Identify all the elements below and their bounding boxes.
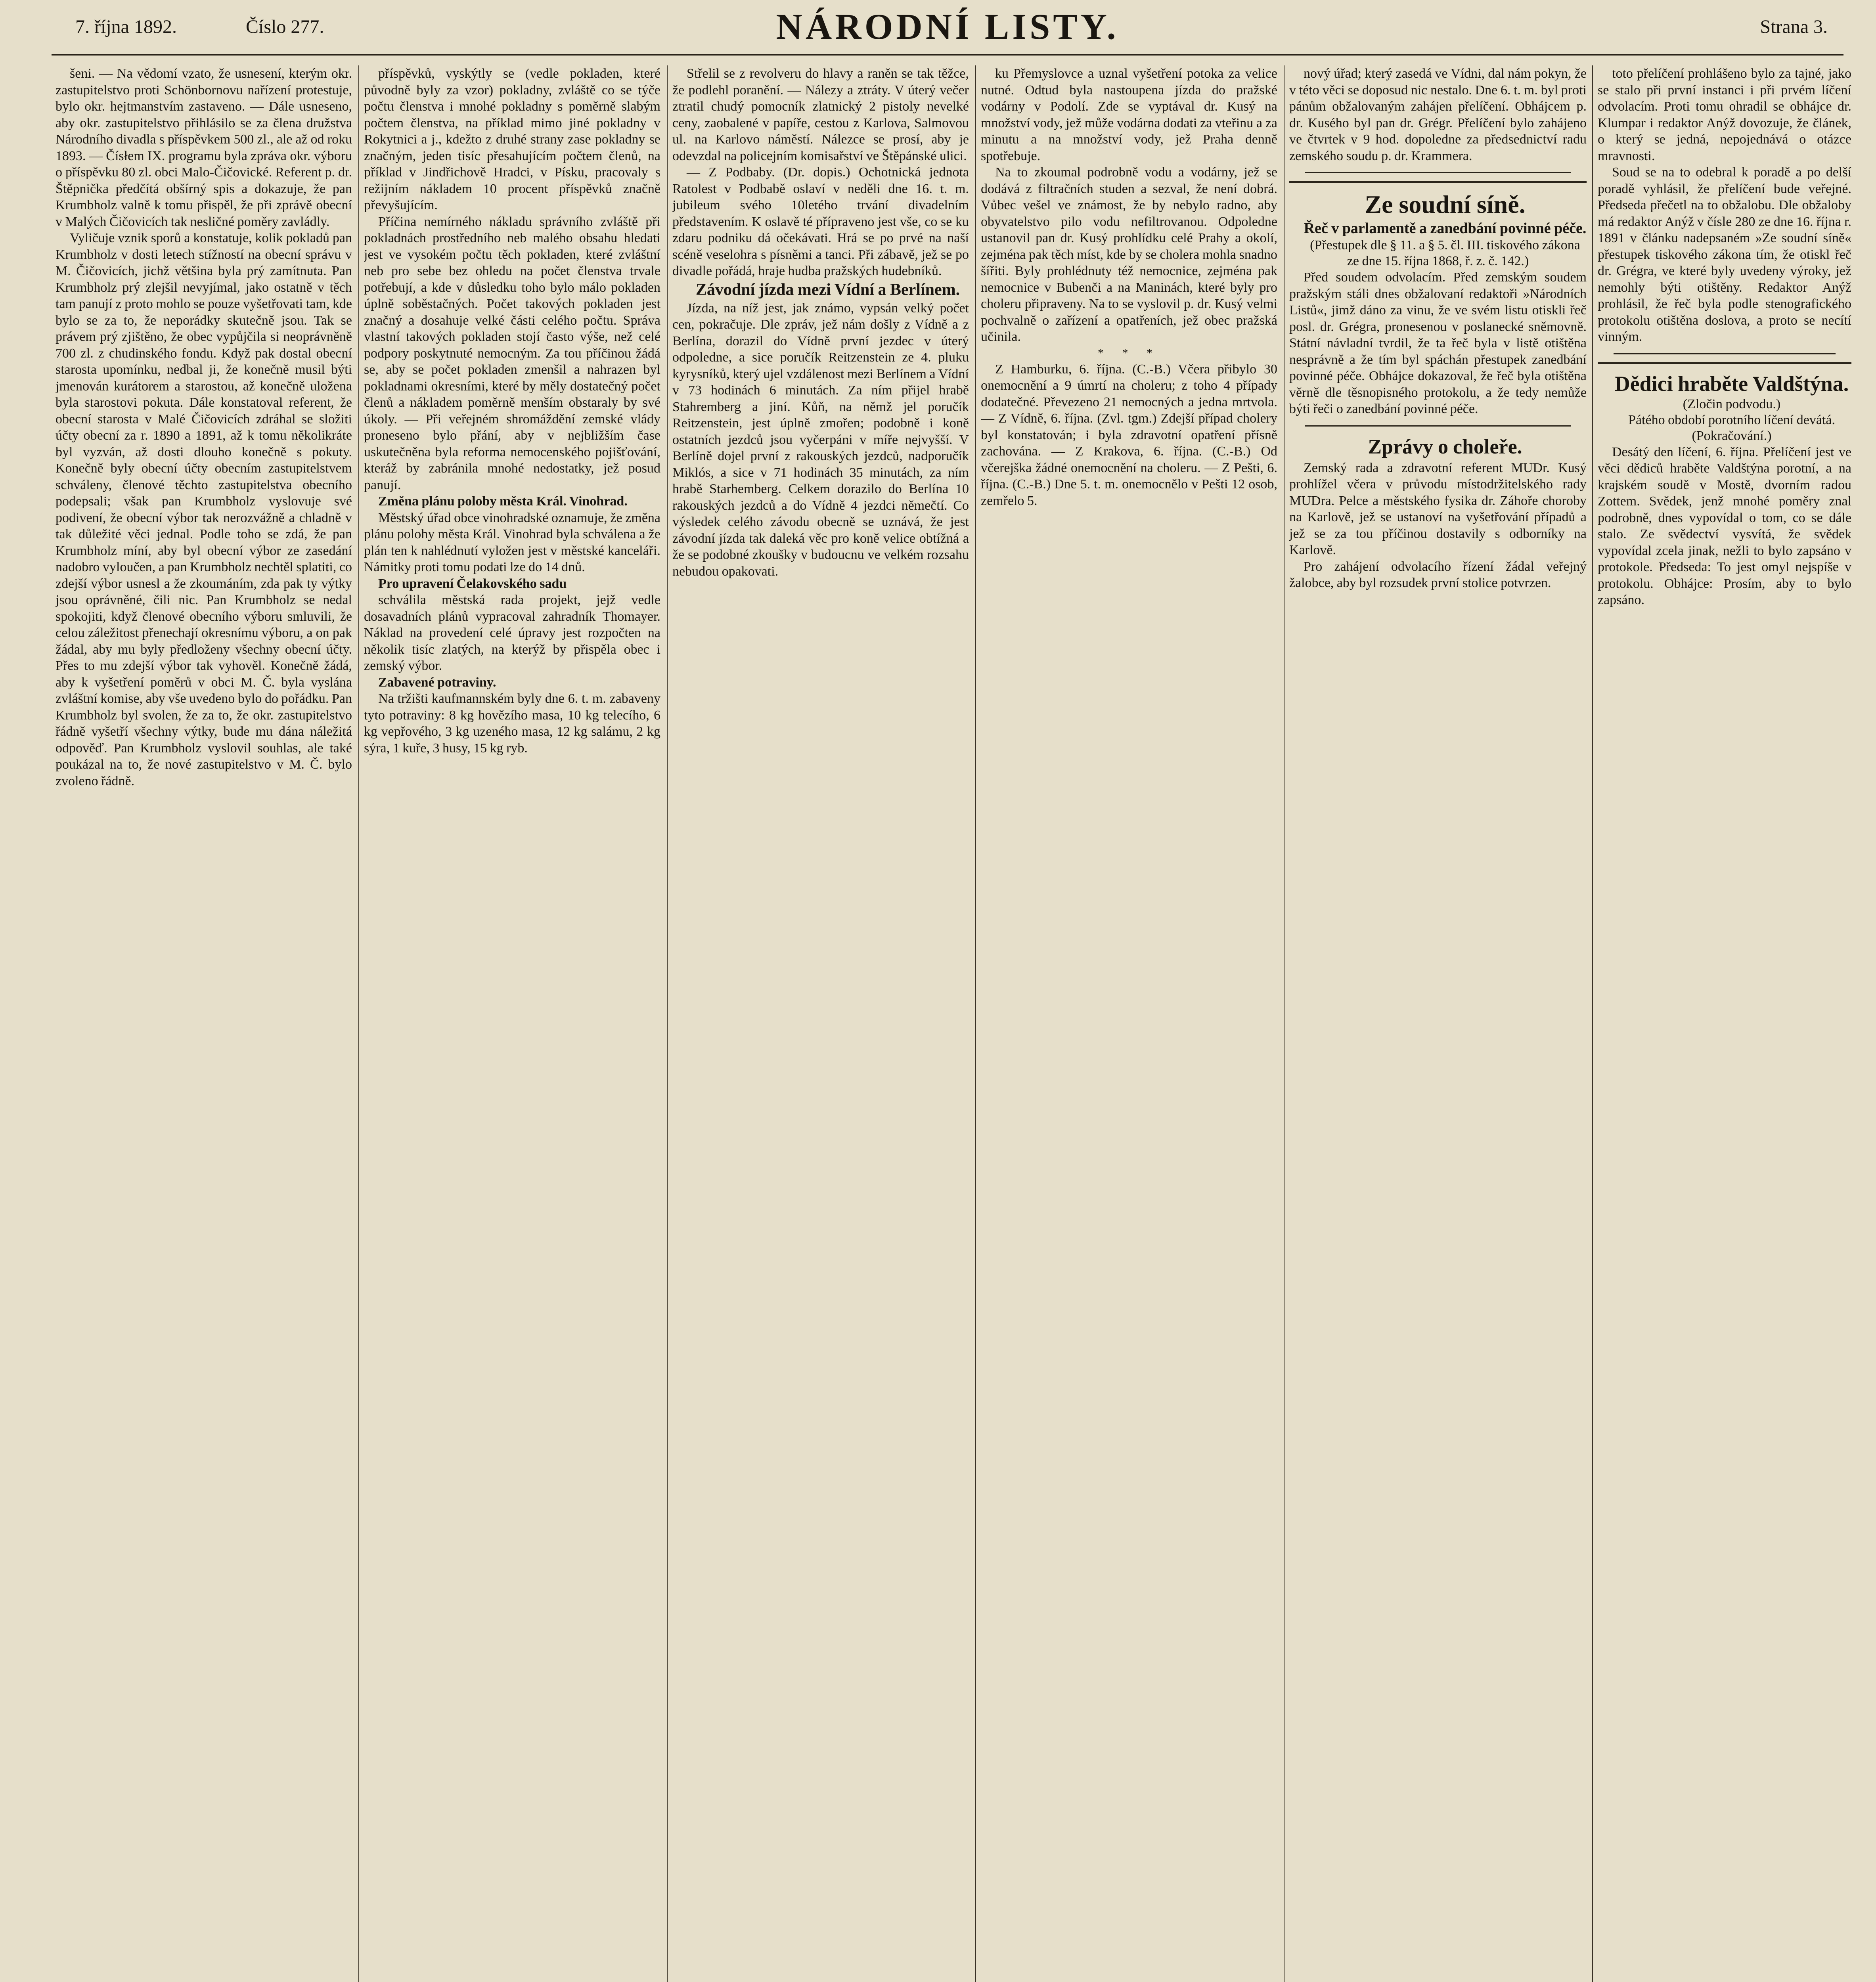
section-heading: Dědici hraběte Valdštýna.: [1598, 362, 1851, 396]
column-5: [1289, 65, 1587, 1982]
article-paragraph: Z Hamburku, 6. října. (C.-B.) Včera přibylo 30 onemocnění a 9 úmrtí na choleru; z toho 4 případy dodatečné. Převezeno 21 nemocných a jedna mrtvola. — Z Vídně, 6. října. (Zvl. tgm.) Zdejší případ cholery byl konstatován; i byla zdravotní opatření přísně zachována. — Z Krakova, 6. října. (C.-B.) Od včerejška žádné onemocnění na choleru. — Z Pešti, 6. října. (C.-B.) Dne 5. t. m. onemocnělo v Pešti 12 osob, zemřelo 5.: [981, 362, 1277, 508]
article-paragraph: Před soudem odvolacím. Před zemským soudem pražským stáli dnes obžalovaní redaktoři »Národních Listů«, jimž dáno za vinu, že ve svém listu otiskli řeč posl. dr. Grégra, pronesenou v poslanecké sněmovně. Státní návladní tvrdil, že ta řeč byla v listě otištěna nesprávně a že tím byl spáchán přestupek zanedbání povinné péče. Obhájce dokazoval, že řeč byla otištěna věrně dle těsnopisného protokolu, a že tedy nemůže býti řeči o zanedbání povinné péče.: [1289, 270, 1587, 416]
masthead: [52, 0, 1843, 56]
section-subheading: (Pokračování.): [1692, 428, 1772, 443]
article-paragraph: ku Přemyslovce a uznal vyšetření potoka za velice nutné. Odtud byla nastoupena jízda do pražské vodárny v Podolí. Zde se vyptával dr. Kusý na množství vody, jež může vodárna dodati za vteřinu a za minutu a na množství vody, jež Praha denně spotřebuje.: [981, 66, 1277, 163]
section-heading: [364, 576, 660, 592]
section-heading: Zprávy o choleře.: [1368, 435, 1522, 458]
section-divider: * * *: [1098, 346, 1160, 360]
section-subheading: (Zločin podvodu.): [1683, 396, 1781, 411]
column-4: [981, 65, 1277, 1982]
section-heading-text: Změna plánu poloby města Král. Vinohrad.: [378, 494, 628, 509]
section-heading: Závodní jízda mezi Vídní a Berlínem.: [695, 280, 960, 299]
section-heading: [364, 493, 660, 510]
section-heading: [364, 674, 660, 691]
article-paragraph: Desátý den líčení, 6. října. Přelíčení jest ve věci dědiců hraběte Valdštýna porotní, a na krajském soudě v Mostě, dvorním radou Zottem. Svědek, jenž mnohé poměry znal podrobně, dnes vypovídal o tom, co se dále stalo. Ze svědectví vysvítá, že svědek vypovídal zcela jinak, nežli to bylo zapsáno v protokole. Předseda: To jest omyl nejspíše v protokolu. Obhájce: Prosím, aby to bylo zapsáno.: [1598, 444, 1851, 607]
column-1: [56, 65, 352, 1982]
article-paragraph: šeni. — Na vědomí vzato, že usnesení, kterým okr. zastupitelstvo proti Schönbornovu nařízení protestuje, bylo okr. hejtmanstvím zastaveno. — Dále usneseno, aby okr. zastupitelstvo přihlásilo se za člena družstva Národního divadla s příspěvkem 500 zl., ale až od roku 1893. — Čísłem IX. programu byla zpráva okr. výboru o příspěvku 80 zl. obci Malo-Čičovické. Referent p. dr. Štěpnička předčítá obšírný spis a dokazuje, že pan Krumbholz valně k tomu přispěl, že při zprávě obecní v Malých Čičovicích tak nesličné poměry zavládly.: [56, 66, 352, 229]
issue-number: Číslo 277.: [246, 16, 324, 37]
article-paragraph: Soud se na to odebral k poradě a po delší poradě vyhlásil, že přelíčení bude veřejné. Předseda přečetl na to obžalobu. Dle obžaloby má redaktor Anýž v čísle 280 ze dne 16. října r. 1891 v článku nadepsaném »Ze soudní síně« přestupek tiskového zákona tím, že otiskl řeč dr. Grégra, ve které byly uvedeny výroky, jež nemohly býti otištěny. Redaktor Anýž prohlásil, že řeč byla podle stenografického protokolu otištěna doslova, a proto se necítí vinným.: [1598, 165, 1851, 344]
article-paragraph: Městský úřad obce vinohradské oznamuje, že změna plánu polohy města Král. Vinohrad byla schválena a že plán ten k nahlédnutí vyložen jest v městské kanceláři. Námitky proti tomu podati lze do 14 dnů.: [364, 510, 660, 574]
column-rule: [358, 65, 359, 1982]
article-paragraph: Pro zahájení odvolacího řízení žádal veřejný žalobce, aby byl rozsudek první stolice potvrzen.: [1289, 559, 1587, 590]
article-paragraph: toto přelíčení prohlášeno bylo za tajné, jako se stalo při první instanci i při prvém líčení odvolacím. Proti tomu ohradil se obhájce dr. Klumpar i redaktor Anýž dovozuje, že článek, o který se jedná, nepojednává o otázce mravnosti.: [1598, 66, 1851, 163]
article-paragraph: — Z Podbaby. (Dr. dopis.) Ochotnická jednota Ratolest v Podbabě oslaví v neděli dne 16. t. m. jubileum svého 10letého trvání divadelním představením. K oslavě té přípraveno jest vše, co se ku zdaru podniku dá očekávati. Hrá se po prvé na naší scéně veselohra s písněmi a tanci. Při zábavě, jež se po divadle pořádá, hraje hudba pražských hudebníků.: [672, 165, 969, 278]
section-heading-text: Pro upravení Čelakovského sadu: [378, 576, 567, 591]
issue-date: 7. října 1892.: [75, 16, 177, 37]
section-rule: [1614, 353, 1836, 354]
column-rule: [1592, 65, 1593, 1982]
article-paragraph: Zemský rada a zdravotní referent MUDr. Kusý prohlížel včera v průvodu místodržitelského rady MUDra. Pelce a městského fysika dr. Záhoře choroby na Karlově, jež se ustanoví na vyšetřování případů a jež se za tou příčinou dostavily s odborníky na Karlově.: [1289, 460, 1587, 557]
article-paragraph: příspěvků, vyskýtly se (vedle pokladen, které původně byly za vzor) pokladny, zvláště co se týče počtu členstva i mnohé pokladny s poměrně slabým počtem členstva, na příklad mimo jiné pokladny v Rokytnici a j., kdežto z druhé strany zase pokladny se značným, jeden tisíc přesahujícím počtem členů, na příklad v Jindřichově Hradci, v Písku, pracovaly s režijním nákladem 10 procent příspěvků značně převyšujícím.: [364, 66, 660, 212]
column-rule: [667, 65, 668, 1982]
article-paragraph: nový úřad; který zasedá ve Vídni, dal nám pokyn, že v této věci se doposud nic nestalo. Dne 6. t. m. byl proti pánům obžalovaným zahájen přelíčení. Obhájcem p. dr. Kusého byl pan dr. Grégr. Přelíčení bylo zahájeno ve čtvrtek v 9 hod. dopoledne za předsednictví radu zemského soudu p. dr. Krammera.: [1289, 66, 1587, 163]
section-subheading: Pátého období porotního líčení devátá.: [1628, 412, 1835, 427]
article-paragraph: Vyličuje vznik sporů a konstatuje, kolik pokladů pan Krumbholz v dosti letech stížností na obecní správu v M. Čičovicích, jichž většina byla prý zamítnuta. Pan Krumbholz prý zlejšil nevyjímal, jako ostatně v těch tam panují z proto mohlo se pouze vyšetřovati tam, kde bylo se za to, že neporádky skutečně jsou. Tak se právem prý zjištěno, že obec vypůjčila si neoprávněně 700 zl. z chudinského fondu. Když pak dostal obecní starosta upomínku, nedbal ji, že konečně musil býti jmenován kurátorem a starostou, až konečně uložena byla starostovi pokuta. Dále konstatoval referent, že obecní starosta v Malé Čičovicích zdráhal se složiti účty obecní za r. 1890 a 1891, až k tomu několikráte byl vyzván, až dosti dlouho konečně s pokuty. Konečně byly obecní účty obecním zastupitelstvem schváleny, členové těchto zastupitelstva obecního podepsali; však pan Krumbholz vyslovuje své podivení, že obecní výbor tak nerozvážně a chladně v tak důležité věci jednal. Podle toho se zdá, že pan Krumbholz míní, aby byl obecní výbor ze zasedání nadobro vyloučen, a pan Krumbholz nechtěl splatiti, co zdejší výbor usnesl a že zkoumáním, zda pak ty výtky jsou oprávněné, čili nic. Pan Krumbholz se nedal spokojiti, když členové obecního výboru smluvili, že celou záležitost přenechají okresnímu výboru, a on pak žádal, aby mu byly předloženy všechny obecní účty. Přes to mu zdejší výbor tak vyhověl. Konečně žádá, aby k vyšetření poměrů v obci M. Č. byla vyslána zvláštní komise, aby vše uvedeno bylo do pořádku. Pan Krumbholz byl svolen, že za to, že okr. zastupitelstvo řádně vyšetří všechny výtky, bude mu dána náležitá odpověď. Pan Krumbholz vyslovil souhlas, ale také poukázal na to, že nové zastupitelstvo v M. Č. bylo zvoleno řádně.: [56, 231, 352, 788]
column-2: [364, 65, 660, 1982]
article-paragraph: Příčina nemírného nákladu správního zvláště při pokladnách prostředního neb malého obsahu hledati jest ve vysokém počtu těch pokladen, které zvláštní neb pro sebe bez ohledu na počet členstva trvale potřebují, a kde v důsledku toho bylo málo pokladen úplně soběstačných. Počet takových pokladen jest značný a dosahuje velké části celého počtu. Správa vlastní takových pokladen stojí často výše, než celé podpory poskytnuté nemocným. Za tou příčinou žádá se, aby se počet pokladen zmenšil a nahrazen byl pokladnami okresními, které by měly dostatečný počet členů a nákladem poměrně menším obstaraly by své úkoly. — Při veřejném shromáždění zemské vlády proneseno bylo přání, aby v nejbližším čase uskutečněna byla reforma nemocenského pojišťování, kteráž by zabránila mnohé nedostatky, jež posud panují.: [364, 214, 660, 492]
article-paragraph: Střelil se z revolveru do hlavy a raněn se tak těžce, že podlehl poranění. — Nálezy a ztráty. V úterý večer ztratil chudý pomocník zlatnický 2 pistoly nevelké ceny, zaobalené v papíře, cestou z Karlova, Salmovou ul. na Karlovo náměstí. Nálezce se prosí, aby je odevzdal na policejním komisařství ve Štěpánské ulici.: [672, 66, 969, 163]
section-rule: [1305, 172, 1571, 173]
article-paragraph: Na tržišti kaufmannském byly dne 6. t. m. zabaveny tyto potraviny: 8 kg hovězího masa, 10 kg telecího, 6 kg vepřového, 3 kg uzeného masa, 12 kg salámu, 2 kg sýra, 1 kuře, 3 husy, 15 kg ryb.: [364, 691, 660, 756]
article-paragraph: Na to zkoumal podrobně vodu a vodárny, jež se dodává z filtračních studen a sezval, že není dobrá. Vůbec vešel ve známost, že by nebylo radno, aby obyvatelstvo pilo vodu nefiltrovanou. Odpoledne ustanovil pan dr. Kusý prohlídku celé Prahy a okolí, zejména pak těch míst, kde by se cholera mohla snadno šířiti. Byly prohlédnuty též nemocnice, zejména pak nemocnice v Bubenči a na Maninách, které byly pro choleru připraveny. Na to se vyslovil p. dr. Kusý velmi pochvalně o zařízení a opatřeních, jež obec pražská učinila.: [981, 165, 1277, 344]
article-paragraph: schválila městská rada projekt, jejž vedle dosavadních plánů vypracoval zahradník Thomayer. Náklad na provedení celé úpravy jest rozpočten na několik tisíc zlatých, na kterýž by přispěla obec i zemský výbor.: [364, 593, 660, 673]
section-subheading: (Přestupek dle § 11. a § 5. čl. III. tiskového zákona ze dne 15. října 1868, ř. z. č. 142.): [1310, 238, 1580, 268]
column-3: [672, 65, 969, 1982]
newspaper-title: NÁRODNÍ LISTY.: [776, 6, 1119, 47]
section-subheading: Řeč v parlamentě a zanedbání povinné péče.: [1304, 220, 1587, 237]
page-number: Strana 3.: [1760, 16, 1828, 37]
section-heading-text: Zabavené potraviny.: [378, 675, 496, 690]
section-rule: [1305, 425, 1571, 427]
column-6: [1598, 65, 1851, 1982]
section-heading: Ze soudní síně.: [1289, 181, 1587, 219]
column-rule: [975, 65, 976, 1982]
article-paragraph: Jízda, na níž jest, jak známo, vypsán velký počet cen, pokračuje. Dle zpráv, jež nám došly z Vídně a z Berlína, dorazil do Vídně první jezdec v úterý odpoledne, a sice poručík Reitzenstein ze 4. pluku kyrysníků, který ujel vzdálenost mezi Berlínem a Vídní v 73 hodinách 6 minutách. Za ním přijel hrabě Stahremberg a jiní. Kůň, na němž jel poručík Reitzenstein, jest úplně zmořen; podobně i koně ostatních jezdců jsou vyčerpáni v míře nejvyšší. V Berlíně dojel první z rakouských jezdců, nadporučík Miklós, a sice v 71 hodinách 35 minutách, za ním hrabě Starhemberg. Celkem dorazilo do Berlína 10 rakouských jezdců a do Vídně 4 jezdci němečtí. Co výsledek celého závodu obecně se uznává, že jest závodní jízda tak daleká věc pro koně velice obtížná a že se podobné zkoušky v budoucnu ve velkém rozsahu nebudou opakovati.: [672, 300, 969, 579]
